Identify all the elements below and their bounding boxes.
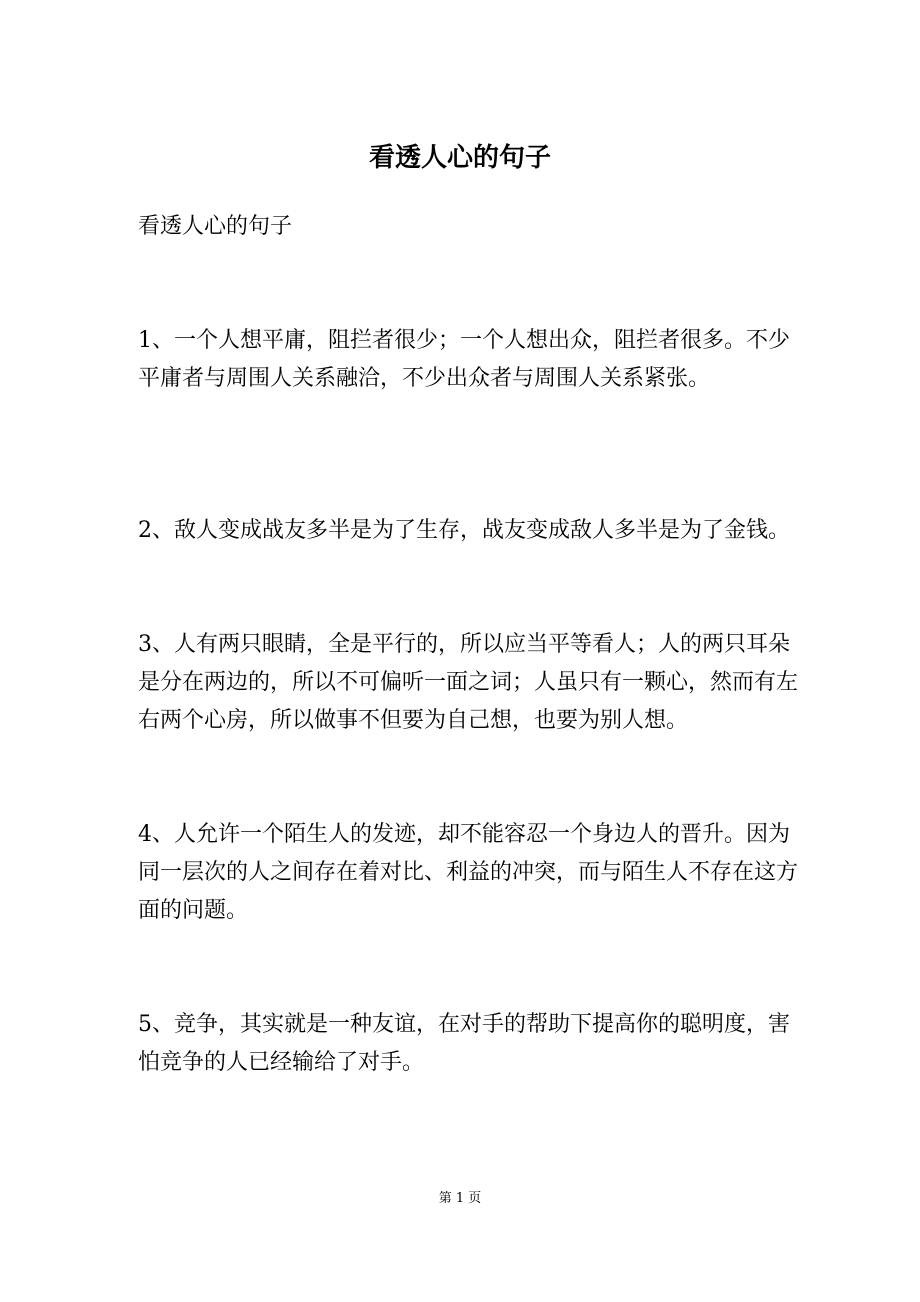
document-body (138, 208, 798, 1158)
paragraph-5: 5、竞争，其实就是一种友谊，在对手的帮助下提高你的聪明度，害怕竞争的人已经输给了对手。 (138, 1012, 790, 1075)
paragraph-2: 2、敌人变成战友多半是为了生存，战友变成敌人多半是为了金钱。 (138, 518, 790, 543)
page-title: 看透人心的句子 (368, 143, 551, 173)
paragraph-3: 3、人有两只眼睛，全是平行的，所以应当平等看人；人的两只耳朵是分在两边的，所以不可偏听一面之词；人虽只有一颗心，然而有左右两个心房，所以做事不但要为自己想，也要为别人想。 (138, 632, 799, 733)
paragraph-4: 4、人允许一个陌生人的发迹，却不能容忍一个身边人的晋升。因为同一层次的人之间存在着对比、利益的冲突，而与陌生人不存在这方面的问题。 (138, 822, 799, 923)
page-number: 第 1 页 (438, 1191, 482, 1206)
paragraph-1: 1、一个人想平庸，阻拦者很少；一个人想出众，阻拦者很多。不少平庸者与周围人关系融洽，不少出众者与周围人关系紧张。 (138, 328, 790, 391)
document-subtitle: 看透人心的句子 (138, 214, 293, 239)
